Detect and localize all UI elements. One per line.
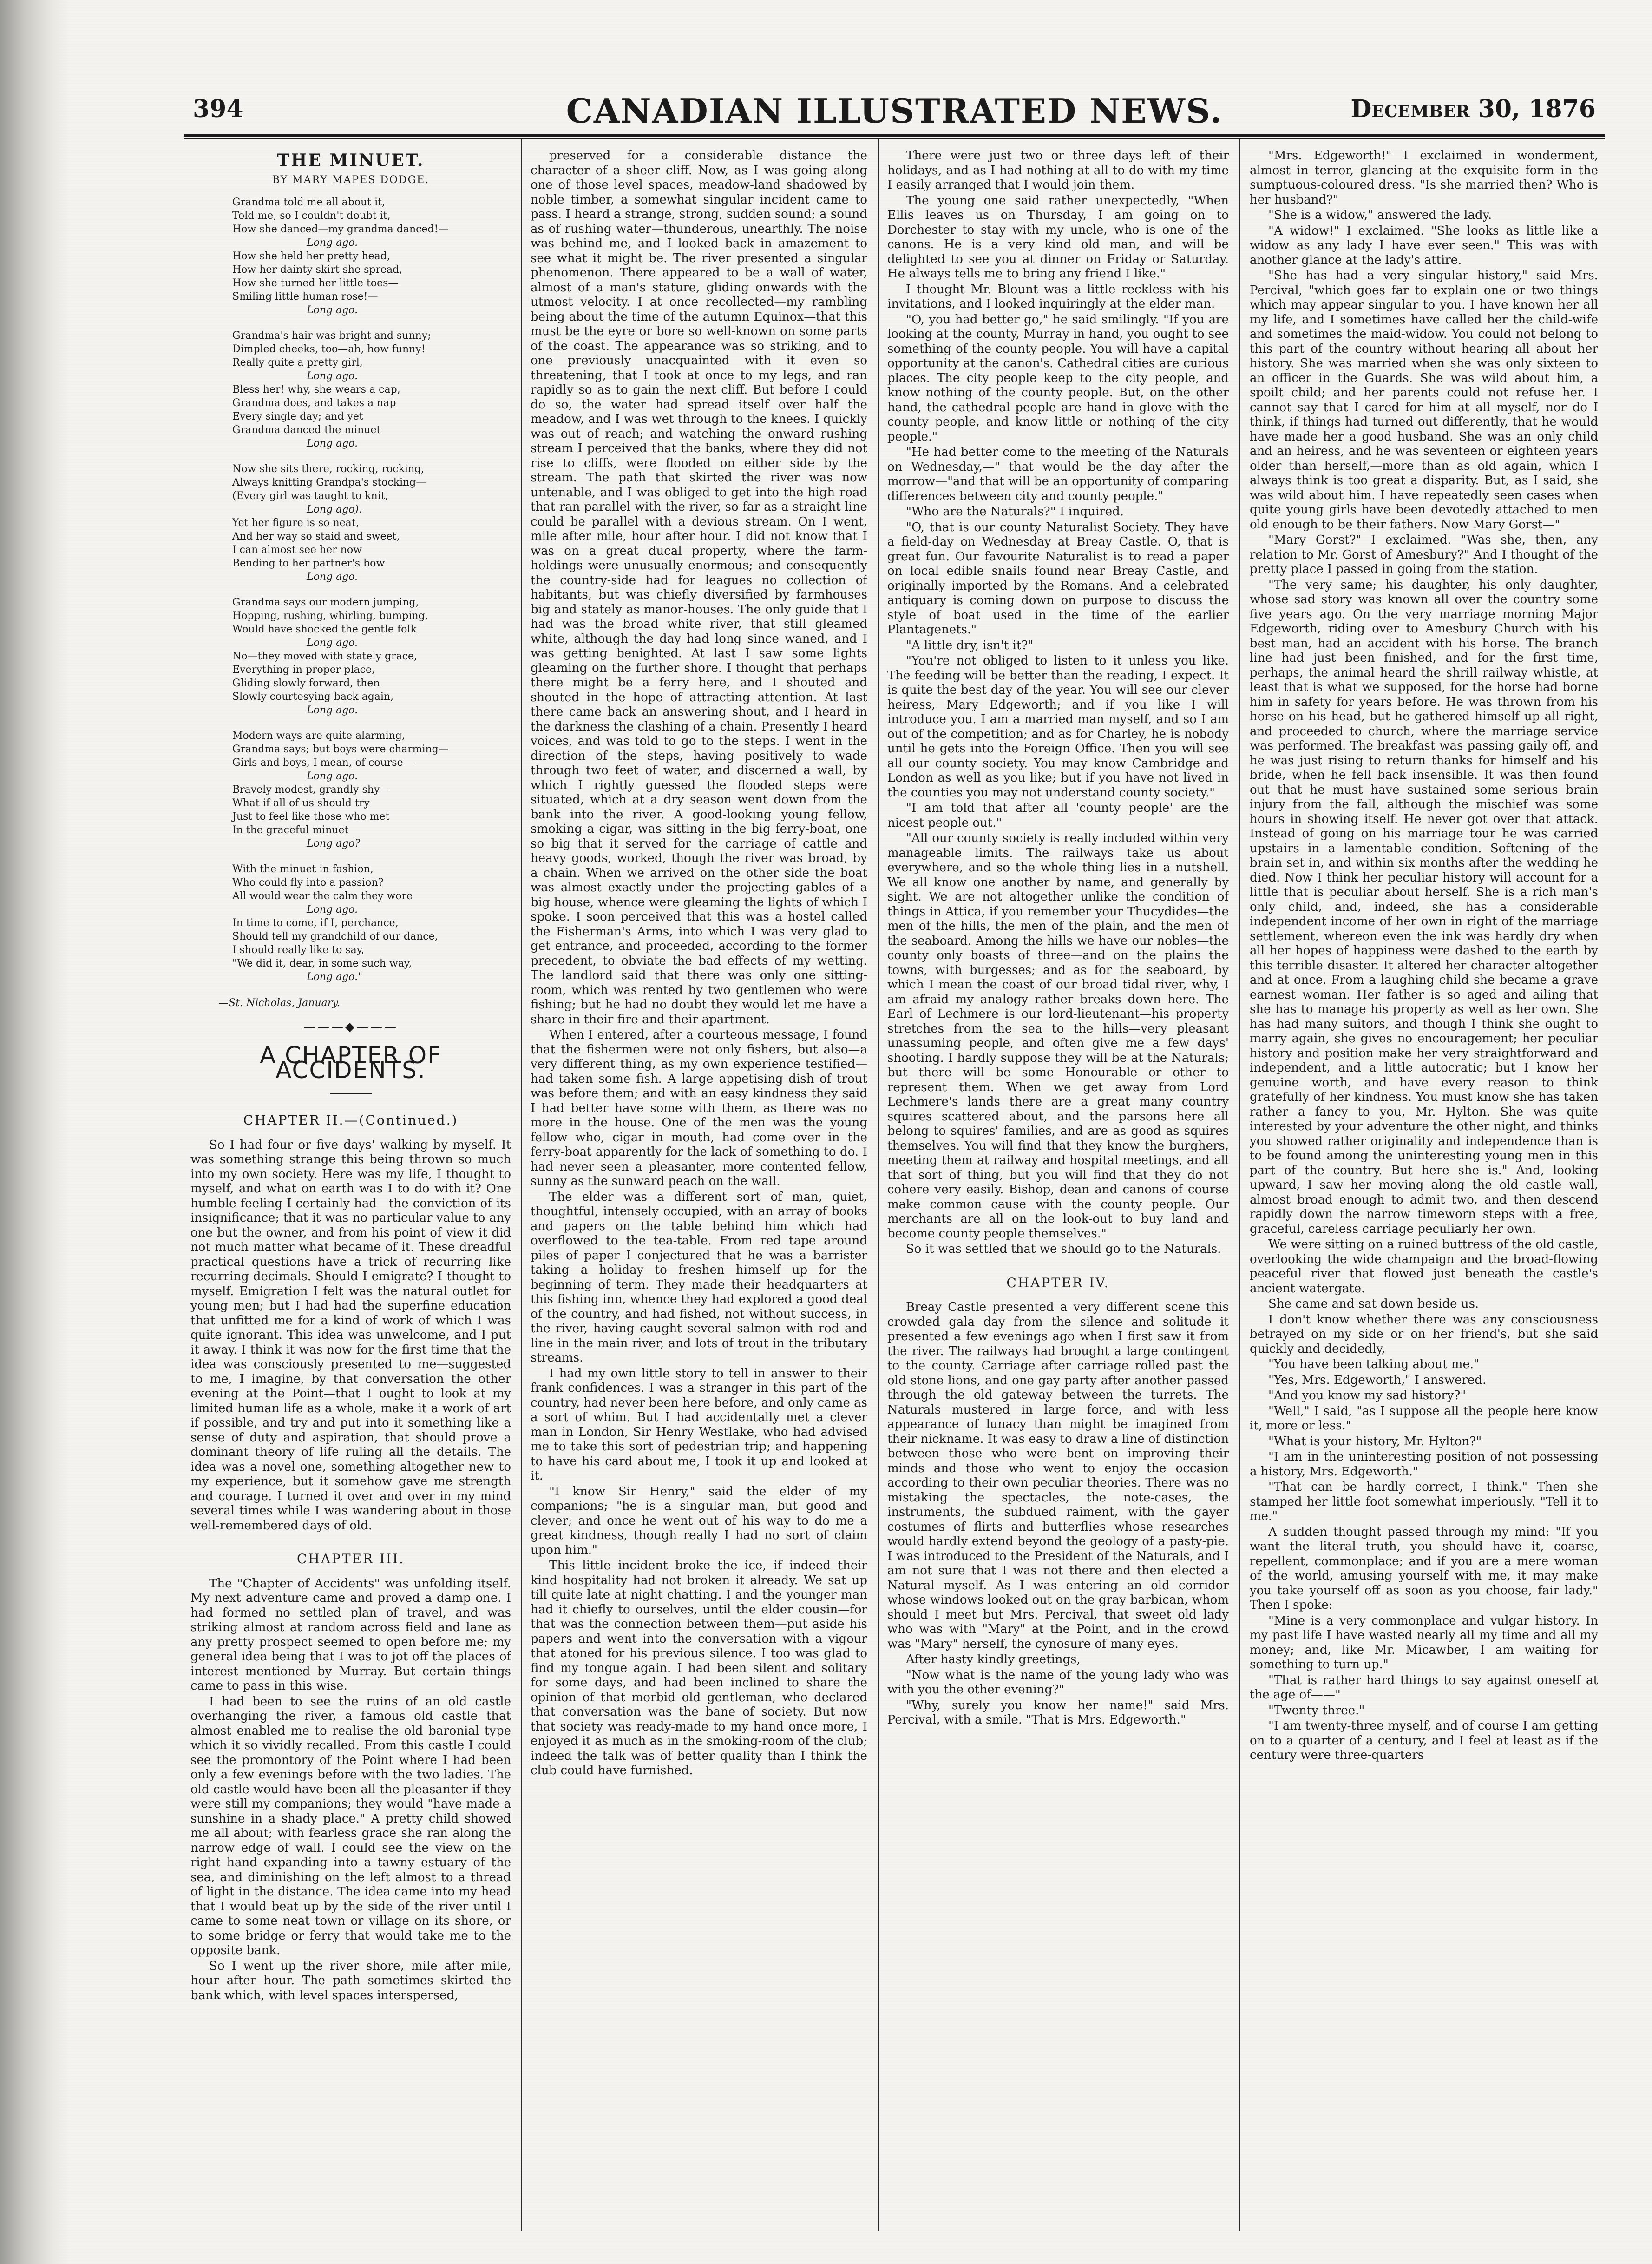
- poem-line: Long ago.: [307, 904, 358, 915]
- paragraph: I had been to see the ruins of an old castle overhanging the river, a famous old castle that almost enabled me to realise the old baronial type which it so vividly recalled. From this castle I could see the promontory of the Point where I had been only a few evenings before with the two ladies. The old castle would have been all the pleasanter if they were still my companions; they would "have made a sunshine in a shady place." A pretty child showed me all about; with fearless grace she ran along the narrow edge of wall. I could see the view on the right hand expanding into a tawny estuary of the sea, and diminishing on the left almost to a thread of light in the distance. The idea came into my head that I would beat up by the side of the river until I came to some neat town or village on its shore, or to some bridge or ferry that would take me to the opposite bank.: [190, 1694, 511, 1957]
- poem-line: Told me, so I couldn't doubt it,: [232, 210, 391, 222]
- header-rule: [184, 134, 1605, 137]
- paragraph: The elder was a different sort of man, quiet, thoughtful, intensely occupied, with an array of books and papers on the table behind him which had overflowed to the tea-table. From red tape around piles of paper I conjectured that he was a barrister taking a holiday to freshen himself up for the beginning of term. They made their headquarters at this fishing inn, whence they had explored a good deal of the country, and had fished, not without success, in the river, having caught several salmon with rod and line in the main river, and lots of trout in the tributary streams.: [531, 1190, 867, 1365]
- poem-line: Long ago?: [307, 838, 361, 849]
- poem-line: Long ago.: [307, 571, 358, 583]
- poem-line: Modern ways are quite alarming,: [232, 730, 405, 742]
- poem-title: THE MINUET.: [277, 151, 425, 170]
- paragraph: "Twenty-three.": [1268, 1703, 1365, 1718]
- paragraph: She came and sat down beside us.: [1268, 1297, 1479, 1311]
- paragraph: Breay Castle presented a very different scene this crowded gala day from the silence and solitude it presented a few evenings ago when I first saw it from the river. The railways had brought a large contingent to the county. Carriage after carriage rolled past the old stone lions, and one gay party after another passed through the old gateway between the turrets. The Naturals mustered in large force, and with less appearance of lunacy than might be imagined from their nickname. It was easy to draw a line of distinction between those who were bent on improving their minds and those who went to enjoy the occasion according to their own peculiar theories. There was no mistaking the spectacles, the note-cases, the instruments, the subdued raiment, with the gayer costumes of flirts and butterflies whose researches would hardly extend beyond the geology of a pasty-pie. I was introduced to the President of the Naturals, and I am not sure that I was not there and then elected a Natural myself. As I was entering an old corridor whose windows looked out on the gray barbican, whom should I meet but Mrs. Percival, that sweet old lady who was with "Mary" at the Point, and in the crowd was "Mary" herself, the cynosure of many eyes.: [887, 1300, 1229, 1651]
- poem-source: —St. Nicholas, January.: [218, 997, 340, 1009]
- paragraph: So I had four or five days' walking by myself. It was something strange this being thrown so much into my own society. Here was my life, I thought to myself, and what on earth was I to do with it? One humble feeling I certainly had—the conviction of its insignificance; that it was no particular value to any one but the owner, and from his point of view it did not much matter what became of it. These dreadful practical questions have a trick of recurring like recurring decimals. Should I emigrate? I thought to myself. Emigration I felt was the natural outlet for young men; but I had had the superfine education that unfitted me for a kind of work of which I was quite ignorant. This idea was unwelcome, and I put it away. I think it was now for the first time that the idea was consciously presented to me—suggested to me, I imagine, by that conversation the other evening at the Point—that I ought to look at my limited human life as a whole, make it a work of art if possible, and try and put into it something like a sense of duty and aspiration, that should prove a dominant theory of life ruling all the details. The idea was a novel one, something altogether new to my experience, but it somehow gave me strength and courage. I turned it over and over in my mind several times while I was wandering about in those well-remembered days of old.: [190, 1138, 511, 1533]
- paragraph: "Now what is the name of the young lady who was with you the other evening?": [887, 1668, 1229, 1697]
- paragraph: A sudden thought passed through my mind: "If you want the literal truth, you should have it, coarse, repellent, commonplace; and if you are a mere woman of the world, amusing yourself with me, it may make you take yourself off as soon as you choose, fair lady." Then I spoke:: [1250, 1525, 1598, 1612]
- paragraph: "The very same; his daughter, his only daughter, whose sad story was known all over the country some five years ago. On the very marriage morning Major Edgeworth, riding over to Amesbury Church with his best man, had an accident with his horse. The branch line had just been finished, and for the first time, perhaps, the animal heard the shrill railway whistle, at least that is what we supposed, for the horse had borne him in safety for years before. He was thrown from his horse on his head, but he gathered himself up all right, and proceeded to church, where the marriage service was performed. The breakfast was passing gaily off, and he was just rising to return thanks for himself and his bride, when he fell back insensible. It was then found out that he must have sustained some serious brain injury from the fall, although the mischief was some hours in showing itself. He never got over that attack. Instead of going on his marriage tour he was carried upstairs in a lamentable condition. Softening of the brain set in, and within six months after the wedding he died. Now I think her peculiar history will account for a little that is peculiar about herself. She is a rich man's only child, and, indeed, she has a considerable independent income of her own in right of the marriage settlement, whereon even the ink was hardly dry when all her hopes of happiness were dashed to the earth by this terrible disaster. It altered her character altogether and at once. From a laughing child she became a grave earnest woman. Her father is so aged and ailing that she has to manage his property as well as her own. She has had many suitors, and though I think she ought to marry again, she gives no encouragement; her peculiar history and position make her very straightforward and independent, and a little autocratic; but I know her genuine worth, and have every reason to think gratefully of her kindness. You must know she has taken rather a fancy to you, Mr. Hylton. She was quite interested by your adventure the other night, and thinks you showed rather originality and independence than is to be found among the uninteresting young men in this part of the country. But here she is." And, looking upward, I saw her moving along the old castle wall, almost broad enough to admit two, and then descend rapidly down the narrow timeworn steps with a free, graceful, careless carriage peculiarly her own.: [1250, 578, 1598, 1236]
- paragraph: "Well," I said, "as I suppose all the people here know it, more or less.": [1250, 1404, 1598, 1433]
- poem-line: Every single day; and yet: [232, 411, 363, 422]
- poem-line: Grandma danced the minuet: [232, 424, 381, 436]
- page-number: 394: [193, 95, 243, 123]
- poem-line: "We did it, dear, in some such way,: [232, 958, 412, 969]
- poem-stanza: [232, 196, 511, 317]
- poem-body: [190, 196, 511, 984]
- paragraph: I had my own little story to tell in answer to their frank confidences. I was a stranger in this part of the country, had never been here before, and only came as a sort of whim. But I had accidentally met a clever man in London, Sir Henry Westlake, who had advised me to take this sort of pedestrian trip; and happening to have his card about me, I took it up and looked at it.: [531, 1366, 867, 1483]
- chapter-4-continued-text: [1250, 149, 1598, 1763]
- poem-stanza: [232, 862, 511, 984]
- poem-line: How her dainty skirt she spread,: [232, 264, 403, 276]
- poem-line: Everything in proper place,: [232, 664, 375, 676]
- paragraph: "I am in the uninteresting position of not possessing a history, Mrs. Edgeworth.": [1250, 1450, 1598, 1479]
- poem-stanza: [232, 329, 511, 450]
- paragraph: "You're not obliged to listen to it unless you like. The feeding will be better than the reading, I expect. It is quite the best day of the year. You will see our clever heiress, Mary Edgeworth; and if you like I will introduce you. I am a married man myself, and so I am out of the competition; and as for Charley, he is nobody until he gets into the Foreign Office. Then you will see all our county society. You may know Cambridge and London as well as you like; but if you have not lived in the counties you may not understand county society.": [887, 654, 1229, 800]
- paragraph: When I entered, after a courteous message, I found that the fishermen were not only fishers, but also—a very different thing, as my own experience testified—had taken some fish. A large appetising dish of trout was before them; and with an easy kindness they said I had better have some with them, as there was no more in the house. One of the men was the young fellow who, cigar in mouth, had come over in the ferry-boat apparently for the lack of something to do. I had never seen a pleasanter, more contented fellow, sunny as the sunward peach on the wall.: [531, 1028, 867, 1188]
- poem-line: How she danced—my grandma danced!—: [232, 224, 449, 235]
- paragraph: I don't know whether there was any consciousness betrayed on my side or on her friend's, but she said quickly and decidedly,: [1250, 1312, 1598, 1356]
- poem-line: Yet her figure is so neat,: [232, 517, 359, 529]
- paragraph: So it was settled that we should go to the Naturals.: [906, 1242, 1221, 1256]
- paragraph: "A little dry, isn't it?": [906, 638, 1034, 652]
- title-rule: [330, 1093, 372, 1094]
- masthead: CANADIAN ILLUSTRATED NEWS.: [566, 91, 1223, 131]
- ornament-divider: ———◆———: [303, 1020, 398, 1034]
- chapter-3-continued-text: [531, 149, 867, 1778]
- poem-line: I can almost see her now: [232, 544, 362, 556]
- poem-line: (Every girl was taught to knit,: [232, 490, 388, 502]
- poem-line: Would have shocked the gentle folk: [232, 624, 417, 635]
- chapter-heading: CHAPTER IV.: [1006, 1275, 1110, 1290]
- paragraph: "Mine is a very commonplace and vulgar history. In my past life I have wasted nearly all my time and all my money; and, like Mr. Micawber, I am waiting for something to turn up.": [1250, 1613, 1598, 1672]
- paragraph: After hasty kindly greetings,: [906, 1652, 1081, 1666]
- poem-line: No—they moved with stately grace,: [232, 651, 418, 662]
- poem-line: Long ago.": [307, 971, 363, 983]
- column-1: [190, 149, 511, 2226]
- poem-line: How she turned her little toes—: [232, 277, 399, 289]
- poem-line: Really quite a pretty girl,: [232, 357, 363, 369]
- poem-line: Grandma does, and takes a nap: [232, 397, 396, 409]
- column-3: [887, 149, 1229, 2226]
- poem-line: Smiling little human rose!—: [232, 291, 378, 303]
- chapter-2-text: [190, 1138, 511, 1533]
- poem-line: Long ago.: [307, 370, 358, 382]
- poem-line: Slowly courtesying back again,: [232, 691, 394, 703]
- header-rule-thin: [184, 138, 1605, 139]
- poem-line: All would wear the calm they wore: [232, 890, 413, 902]
- poem-line: And her way so staid and sweet,: [232, 531, 400, 542]
- binding-shadow: [0, 0, 70, 2264]
- column-2: [531, 149, 867, 2226]
- paragraph: preserved for a considerable distance the character of a sheer cliff. Now, as I was going along one of those level spaces, meadow-land shadowed by noble timber, a somewhat singular incident came to pass. I heard a strange, strong, sudden sound; a sound as of rushing water—thunderous, unearthly. The noise was behind me, and I looked back in amazement to see what it might be. The river presented a singular phenomenon. There appeared to be a wall of water, almost of a man's stature, gliding onwards with the utmost velocity. I at once recollected—my rambling being about the time of the autumn Equinox—that this must be the eyre or bore so well-known on some parts of the coast. The appearance was so striking, and to one previously unacquainted with it even so threatening, that I took at once to my legs, and ran rapidly so as to gain the next cliff. But before I could do so, the water had spread itself over half the meadow, and I was wet through to the knees. I quickly was out of reach; and watching the onward rushing stream I perceived that the banks, where they did not rise to cliffs, were flooded on either side by the stream. The path that skirted the river was now untenable, and I was obliged to get into the high road that ran parallel with the river, so far as a straight line could be parallel with a devious stream. On I went, mile after mile, hour after hour. I did not know that I was on a great ducal property, where the farm-holdings were unusually enormous; and consequently the country-side had for leagues no collection of habitants, but was chiefly diversified by farmhouses big and stately as manor-houses. The only guide that I had was the broad white river, that still gleamed white, although the day had long since waned, and I was getting benighted. At last I saw some lights gleaming on the further shore. I thought that perhaps there might be a ferry here, and I shouted and shouted in the hope of attracting attention. At last there came back an answering shout, and I heard in the darkness the clashing of a chain. Presently I heard voices, and was told to go to the steps. I went in the direction of the steps, having positively to wade through two feet of water, and discerned a wall, by which I rightly guessed the flooded steps were situated, which at a dry season went down from the bank into the river. A good-looking young fellow, smoking a cigar, was sitting in the big ferry-boat, one so big that it served for the carriage of cattle and heavy goods, worked, though the river was broad, by a chain. When we arrived on the other side the boat was almost exactly under the projecting gables of a big house, whence were gleaming the lights of which I spoke. I soon perceived that this was a hostel called the Fisherman's Arms, into which I was very glad to get entrance, and proceeded, according to the former precedent, to obviate the bad effects of my wetting. The landlord said that there was only one sitting-room, which was rented by two gentlemen who were fishing; but he had no doubt they would let me have a share in their fire and their apartment.: [531, 149, 867, 1027]
- paragraph: "I am told that after all 'county people' are the nicest people out.": [887, 801, 1229, 830]
- poem-author: BY MARY MAPES DODGE.: [272, 174, 430, 186]
- poem-stanza: [232, 462, 511, 584]
- paragraph: The "Chapter of Accidents" was unfolding itself. My next adventure came and proved a damp one. I had formed no settled plan of travel, and was striking almost at random across field and lane as any pretty prospect seemed to open before me; my general idea being that I was to jot off the places of interest mentioned by Murray. But certain things came to pass in this wise.: [190, 1576, 511, 1693]
- issue-date: December 30, 1876: [1350, 95, 1596, 123]
- paragraph: "Who are the Naturals?" I inquired.: [906, 505, 1124, 519]
- poem-line: Hopping, rushing, whirling, bumping,: [232, 610, 428, 622]
- poem-line: Grandma told me all about it,: [232, 197, 386, 208]
- page-header: [184, 88, 1605, 130]
- poem-line: Long ago.: [307, 438, 358, 449]
- poem-stanza: [232, 729, 511, 850]
- poem-line: In the graceful minuet: [232, 824, 349, 836]
- poem-line: Bending to her partner's bow: [232, 558, 385, 569]
- poem-line: In time to come, if I, perchance,: [232, 917, 399, 929]
- column-divider: [521, 139, 522, 2231]
- paragraph: "O, that is our county Naturalist Society. They have a field-day on Wednesday at Breay Castle. O, that is great fun. Our favourite Naturalist is to read a paper on local edible snails found near Breay Castle, and originally imported by the Romans. And a celebrated antiquary is coming down on purpose to discuss the style of boat used in the time of the earlier Plantagenets.": [887, 520, 1229, 637]
- paragraph: The young one said rather unexpectedly, "When Ellis leaves us on Thursday, I am going on to Dorchester to stay with my uncle, who is one of the canons. He is a very kind old man, and will be delighted to see you at dinner on Friday or Saturday. He always tells me to bring any friend I like.": [887, 193, 1229, 281]
- poem-line: Grandma's hair was bright and sunny;: [232, 330, 431, 342]
- paragraph: "That can be hardly correct, I think." Then she stamped her little foot somewhat imperiously. "Tell it to me.": [1250, 1480, 1598, 1523]
- paragraph: I thought Mr. Blount was a little reckless with his invitations, and I looked inquiringly at the elder man.: [887, 282, 1229, 311]
- poem-line: Bravely modest, grandly shy—: [232, 784, 390, 796]
- paragraph: This little incident broke the ice, if indeed their kind hospitality had not broken it already. We sat up till quite late at night chatting. I and the younger man had it chiefly to ourselves, until the elder cousin—for that was the connection between them—put aside his papers and went into the conversation with a vigour that atoned for his previous silence. I too was glad to find my tongue again. I had been silent and solitary for some days, and had been inclined to share the opinion of that morbid old gentleman, who declared that conversation was the bane of society. But now that society was ready-made to my hand once more, I enjoyed it as much as in the smoking-room of the club; indeed the talk was of better quality than I think the club could have furnished.: [531, 1559, 867, 1777]
- poem-line: Gliding slowly forward, then: [232, 678, 380, 689]
- poem-line: Long ago.: [307, 770, 358, 782]
- chapter-3-text: [190, 1577, 511, 2003]
- poem-line: Girls and boys, I mean, of course—: [232, 757, 413, 769]
- paragraph: We were sitting on a ruined buttress of the old castle, overlooking the wide champaign and the broad-flowing peaceful river that flowed just beneath the castle's ancient watergate.: [1250, 1237, 1598, 1296]
- poem-line: Grandma says; but boys were charming—: [232, 744, 449, 755]
- poem-line: Who could fly into a passion?: [232, 877, 384, 888]
- paragraph: "All our county society is really included within very manageable limits. The railways take us about everywhere, and so the whole thing lies in a nutshell. We all know one another by name, and generally by sight. We are not altogether unlike the condition of things in Attica, if you remember your Thucydides—the men of the hills, the men of the plain, and the men of the seaboard. Among the hills we have our nobles—the county only boasts of three—and on the plains the towns, with burgesses; and as for the seaboard, by which I mean the coast of our broad tidal river, why, I am afraid my analogy rather breaks down here. The Earl of Lechmere is our lord-lieutenant—his property stretches from the sea to the hills—very pleasant unassuming people, and often give me a few days' shooting. I hardly suppose they will be at the Naturals; but there will be some Honourable or other to represent them. When we get away from Lord Lechmere's lands there are a great many country squires scattered about, and the parsons here all belong to squires' families, and are as good as squires themselves. You will find that they know the burghers, meeting them at railway and hospital meetings, and all that sort of thing, but you will find that they do not cohere very easily. Bishop, dean and canons of course make common cause with the county people. Our merchants are all on the look-out to buy land and become county people themselves.": [887, 831, 1229, 1241]
- chapter-heading: CHAPTER III.: [296, 1551, 405, 1566]
- poem-line: Long ago.: [307, 237, 358, 249]
- paragraph: "I know Sir Henry," said the elder of my companions; "he is a singular man, but good and clever; and once he went out of his way to do me a great kindness, though really I had no sort of claim upon him.": [531, 1484, 867, 1557]
- paragraph: "She has had a very singular history," said Mrs. Percival, "which goes far to explain one or two things which may appear singular to you. I have known her all my life, and I sometimes have called her the child-wife and sometimes the maid-widow. You could not belong to this part of the country without hearing all about her history. She was married when she was only sixteen to an officer in the Guards. She was wild about him, a spoilt child; and her parents could not refuse her. I cannot say that I cared for him at all myself, nor do I think, if things had turned out differently, that he would have made her a good husband. She was an only child and an heiress, and he was seventeen or eighteen years older than herself,—more than as old again, which I always think is too great a disparity. But, as I said, she was wild about him. I have repeatedly seen cases when quite young girls have been devotedly attached to men old enough to be their fathers. Now Mary Gorst—": [1250, 269, 1598, 532]
- chapter-4-text: [887, 1300, 1229, 1728]
- paragraph: "Mrs. Edgeworth!" I exclaimed in wonderment, almost in terror, glancing at the exquisite form in the sumptuous-coloured dress. "Is she married then? Who is her husband?": [1250, 149, 1598, 207]
- paragraph: "You have been talking about me.": [1268, 1357, 1480, 1371]
- poem-line: Long ago.: [307, 704, 358, 716]
- poem-line: With the minuet in fashion,: [232, 863, 374, 875]
- column-divider: [878, 139, 879, 2231]
- paragraph: "A widow!" I exclaimed. "She looks as little like a widow as any lady I have ever seen." This was with another glance at the lady's attire.: [1250, 224, 1598, 267]
- paragraph: So I went up the river shore, mile after mile, hour after hour. The path sometimes skirted the bank which, with level spaces interspersed,: [190, 1959, 511, 2002]
- paragraph: There were just two or three days left of their holidays, and as I had nothing at all to do with my time I easily arranged that I would join them.: [887, 149, 1229, 192]
- poem-line: How she held her pretty head,: [232, 250, 390, 262]
- poem-line: Now she sits there, rocking, rocking,: [232, 463, 425, 475]
- paragraph: "O, you had better go," he said smilingly. "If you are looking at the county, Murray in hand, you ought to see something of the county people. You will have a capital opportunity at the canon's. Cathedral cities are curious places. The city people keep to the city people, and know nothing of the county people. But, on the other hand, the cathedral people are hand in glove with the county people, and know little or nothing of the city people.": [887, 312, 1229, 444]
- poem-line: Grandma says our modern jumping,: [232, 597, 419, 608]
- poem-line: I should really like to say,: [232, 944, 365, 956]
- paragraph: "Mary Gorst?" I exclaimed. "Was she, then, any relation to Mr. Gorst of Amesbury?" And I thought of the pretty place I passed in going from the station.: [1250, 533, 1598, 576]
- paragraph: "I am twenty-three myself, and of course I am getting on to a quarter of a century, and I feel at least as if the century were three-quarters: [1250, 1719, 1598, 1762]
- poem-line: Dimpled cheeks, too—ah, how funny!: [232, 343, 426, 355]
- poem-line: Always knitting Grandpa's stocking—: [232, 477, 426, 488]
- poem-line: What if all of us should try: [232, 797, 370, 809]
- paragraph: "She is a widow," answered the lady.: [1268, 208, 1492, 222]
- paragraph: "And you know my sad history?": [1268, 1389, 1466, 1402]
- column-divider: [1239, 139, 1240, 2231]
- paragraph: "That is rather hard things to say against oneself at the age of——": [1250, 1673, 1598, 1702]
- paragraph: "Yes, Mrs. Edgeworth," I answered.: [1268, 1373, 1487, 1387]
- chapter-heading: CHAPTER II.—(Continued.): [243, 1112, 459, 1128]
- paragraph: "Why, surely you know her name!" said Mrs. Percival, with a smile. "That is Mrs. Edgeworth.": [887, 1698, 1229, 1727]
- poem-line: Should tell my grandchild of our dance,: [232, 931, 438, 942]
- column-4: [1250, 149, 1598, 2226]
- poem-line: Long ago.: [307, 637, 358, 649]
- paragraph: "He had better come to the meeting of the Naturals on Wednesday,—" that would be the day after the morrow—"and that will be an opportunity of comparing differences between city and county people.": [887, 445, 1229, 503]
- poem-line: Bless her! why, she wears a cap,: [232, 384, 400, 395]
- poem-stanza: [232, 596, 511, 717]
- chapter-3-continued-text: [887, 149, 1229, 1257]
- paragraph: "What is your history, Mr. Hylton?": [1268, 1434, 1482, 1448]
- poem-line: Just to feel like those who met: [232, 811, 390, 823]
- story-title: A CHAPTER OF ACCIDENTS.: [260, 1042, 442, 1084]
- poem-line: Long ago.: [307, 304, 358, 316]
- poem-line: Long ago).: [307, 504, 362, 515]
